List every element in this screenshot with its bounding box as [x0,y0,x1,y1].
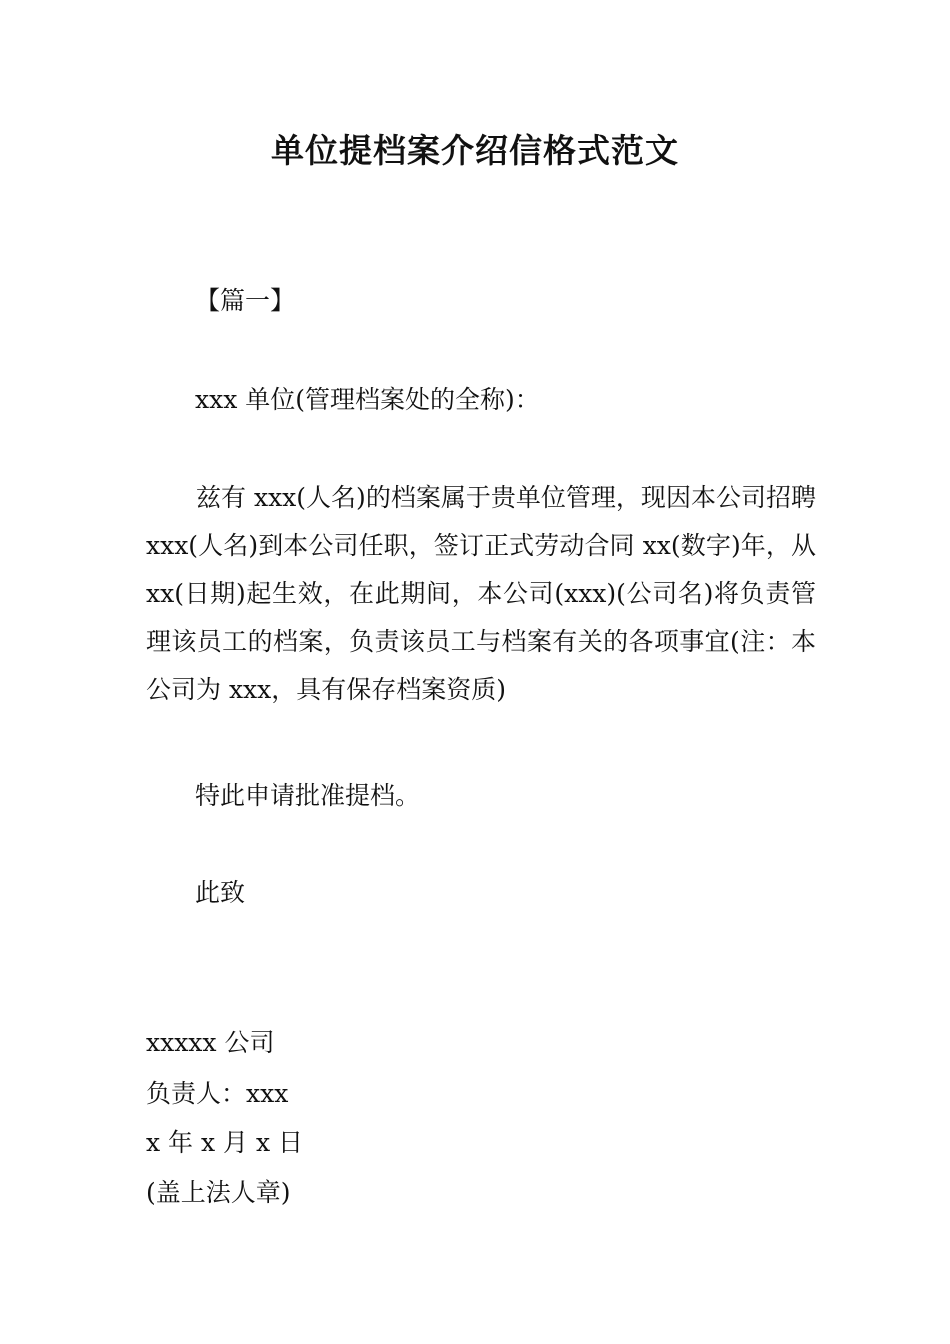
request-line: 特此申请批准提档。 [195,781,421,810]
seal-note: (盖上法人章) [146,1178,291,1207]
salutation-line: xxx 单位(管理档案处的全称)： [195,385,540,414]
signature-company: xxxxx 公司 [146,1028,275,1057]
body-paragraph: 兹有 xxx(人名)的档案属于贵单位管理，现因本公司招聘 xxx(人名)到本公司任职，签订正式劳动合同 xx(数字)年，从 xx(日期)起生效，在此期间，本公司(xxx)(公司名)将负责管理该员工的档案，负责该员工与档案有关的各项事宜(注：本公司为 xxx，具有保存档案资质) [146,483,816,704]
signature-person: 负责人：xxx [146,1079,289,1108]
section-label: 【篇一】 [195,286,296,315]
signature-date: x 年 x 月 x 日 [146,1128,304,1157]
document-title: 单位提档案介绍信格式范文 [271,131,679,170]
closing-line: 此致 [195,878,246,907]
